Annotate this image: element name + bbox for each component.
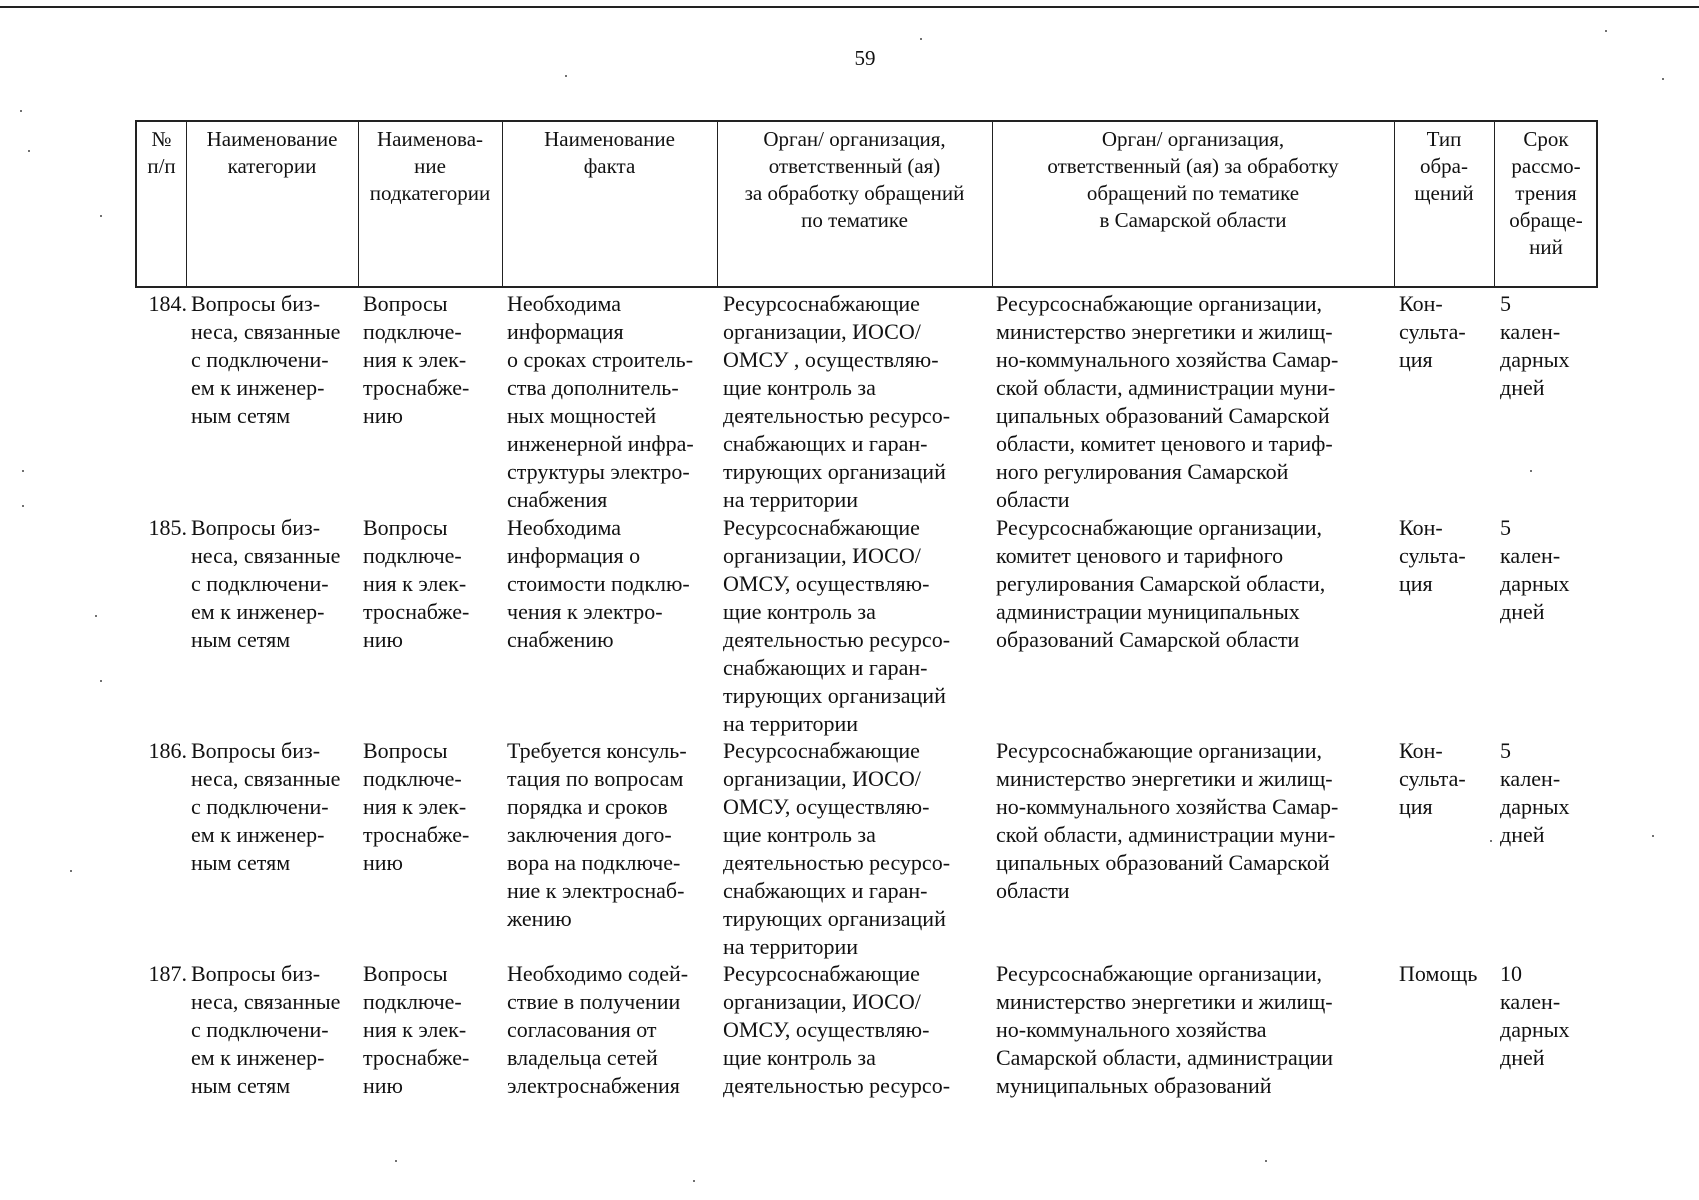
row-term: 5 кален- дарных дней [1500,738,1570,847]
scan-speck [1605,30,1607,32]
header-fact: Наименование факта [544,127,675,178]
header-type: Тип обра- щений [1414,127,1474,205]
row-type: Кон- сульта- ция [1399,738,1466,819]
scan-speck [28,150,30,152]
row-org-samara: Ресурсоснабжающие организации, министерство энергетики и жилищ- но-коммунального хозяйства Самар- ской области, администрации муни- ципальных образований Самарской области [996,738,1339,903]
row-fact: Необходима информация о сроках строитель- ства дополнитель- ных мощностей инженерной инфра- структуры электро- снабжения [507,291,694,512]
scan-speck [565,75,567,77]
row-subcategory: Вопросы подключе- ния к элек- троснабже- нию [363,738,470,875]
scan-speck [1265,1160,1267,1162]
header-org: Орган/ организация, ответственный (ая) за обработку обращений по тематике [744,127,965,232]
scan-speck [95,615,97,617]
row-fact: Требуется консуль- тация по вопросам порядка и сроков заключения дого- вора на подключе- ние к электроснаб- жению [507,738,687,931]
scan-speck [100,215,102,217]
scan-speck [920,38,922,40]
row-number: 187. [148,961,187,986]
row-term: 5 кален- дарных дней [1500,291,1570,400]
row-org-samara: Ресурсоснабжающие организации, комитет ценового и тарифного регулирования Самарской области, администрации муниципальных образований Самарской области [996,515,1326,652]
scan-speck [22,470,24,472]
row-subcategory: Вопросы подключе- ния к элек- троснабже- нию [363,515,470,652]
row-category: Вопросы биз- неса, связанные с подключени- ем к инженер- ным сетям [191,961,341,1098]
row-org-samara: Ресурсоснабжающие организации, министерство энергетики и жилищ- но-коммунального хозяйства Самар- ской области, администрации муни- ципальных образований Самарской области, комитет ценового и тариф- ного регулирования Самарской области [996,291,1339,512]
row-category: Вопросы биз- неса, связанные с подключени- ем к инженер- ным сетям [191,291,341,428]
header-term: Срок рассмо- трения обраще- ний [1509,127,1583,259]
header-subcategory: Наименова- ние подкатегории [369,127,491,205]
row-type: Кон- сульта- ция [1399,515,1466,596]
scan-speck [22,505,24,507]
scan-speck [70,870,72,872]
row-term: 5 кален- дарных дней [1500,515,1570,624]
top-scan-rule [0,6,1699,8]
header-org-samara: Орган/ организация, ответственный (ая) за обработку обращений по тематике в Самарской области [1047,127,1339,232]
row-org: Ресурсоснабжающие организации, ИОСО/ ОМСУ, осуществляю- щие контроль за деятельностью ресурсо- снабжающих и гаран- тирующих организаций на территории [723,738,951,959]
scan-speck [1530,470,1532,472]
row-term: 10 кален- дарных дней [1500,961,1570,1070]
row-category: Вопросы биз- неса, связанные с подключени- ем к инженер- ным сетям [191,738,341,875]
row-fact: Необходимо содей- ствие в получении согласования от владельца сетей электроснабжения [507,961,689,1098]
scan-speck [100,680,102,682]
row-type: Помощь [1399,961,1478,986]
row-org: Ресурсоснабжающие организации, ИОСО/ ОМСУ, осуществляю- щие контроль за деятельностью ресурсо- [723,961,951,1098]
scan-speck [1490,840,1492,842]
page-number: 59 [854,46,876,70]
row-fact: Необходима информация о стоимости подклю- чения к электро- снабжению [507,515,690,652]
scan-speck [1662,78,1664,80]
row-number: 185. [148,515,187,540]
scan-speck [395,1160,397,1162]
row-subcategory: Вопросы подключе- ния к элек- троснабже- нию [363,961,470,1098]
scan-speck [1652,835,1654,837]
row-type: Кон- сульта- ция [1399,291,1466,372]
table-header [135,120,1598,288]
row-number: 186. [148,738,187,763]
row-org-samara: Ресурсоснабжающие организации, министерство энергетики и жилищ- но-коммунального хозяйства Самарской области, администрации муниципальных образований [996,961,1334,1098]
header-category: Наименование категории [206,127,338,178]
scan-speck [693,1180,695,1182]
row-org: Ресурсоснабжающие организации, ИОСО/ ОМСУ , осуществляю- щие контроль за деятельностью ресурсо- снабжающих и гаран- тирующих организаций на территории [723,291,951,512]
row-category: Вопросы биз- неса, связанные с подключени- ем к инженер- ным сетям [191,515,341,652]
row-org: Ресурсоснабжающие организации, ИОСО/ ОМСУ, осуществляю- щие контроль за деятельностью ресурсо- снабжающих и гаран- тирующих организаций на территории [723,515,951,736]
row-subcategory: Вопросы подключе- ния к элек- троснабже- нию [363,291,470,428]
row-number: 184. [148,291,187,316]
scan-speck [20,110,22,112]
header-num: № п/п [147,127,176,178]
